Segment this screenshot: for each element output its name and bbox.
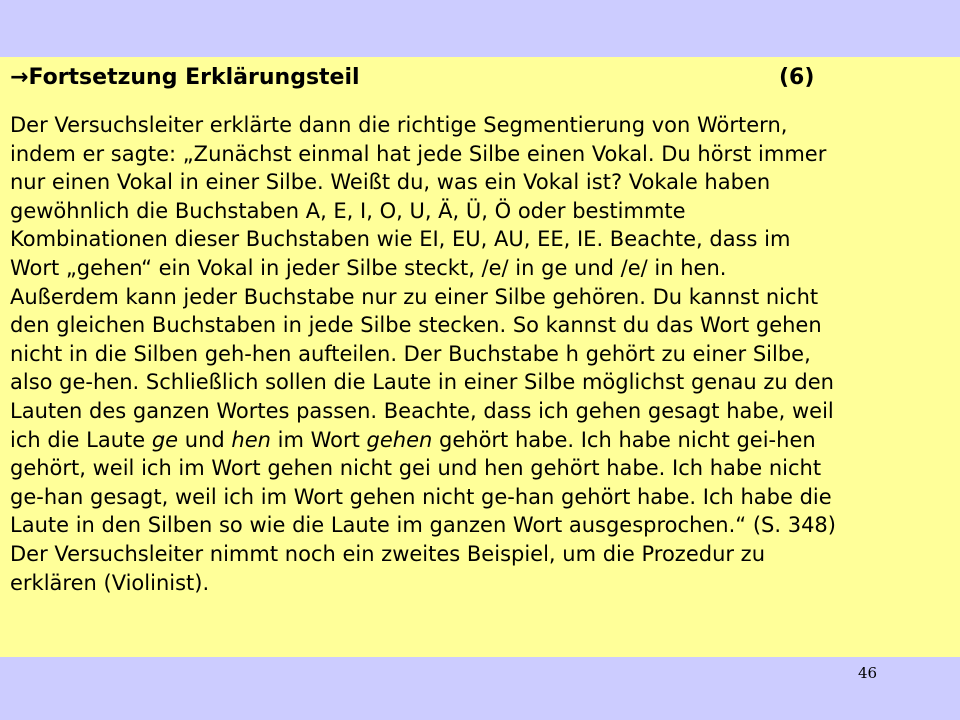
page-number: 46 xyxy=(858,664,878,682)
text-line: Außerdem kann jeder Buchstabe nur zu einer Silbe gehören. Du kannst nicht xyxy=(10,284,819,309)
body-paragraph xyxy=(10,111,955,597)
text-line: Wort „gehen“ ein Vokal in jeder Silbe steckt, /e/ in ge und /e/ in hen. xyxy=(10,255,727,280)
slide-title xyxy=(10,64,360,92)
text-line: Der Versuchsleiter erklärte dann die richtige Segmentierung von Wörtern, xyxy=(10,113,788,137)
text-line: Kombinationen dieser Buchstaben wie EI, EU, AU, EE, IE. Beachte, dass im xyxy=(10,227,791,252)
text-line: ge-han gesagt, weil ich im Wort gehen nicht ge-han gehört habe. Ich habe die xyxy=(10,484,832,509)
italic-word: ge xyxy=(151,427,179,452)
text-line: Lauten des ganzen Wortes passen. Beachte, dass ich gehen gesagt habe, weil xyxy=(10,398,834,423)
text-line: Laute in den Silben so wie die Laute im ganzen Wort ausgesprochen.“ (S. 348) xyxy=(10,513,836,538)
text-line: gewöhnlich die Buchstaben A, E, I, O, U, Ä, Ü, Ö oder bestimmte xyxy=(10,198,686,223)
slide-title-text: Fortsetzung Erklärungsteil xyxy=(28,65,360,90)
text-line: erklären (Violinist). xyxy=(10,570,210,595)
text-line: indem er sagte: „Zunächst einmal hat jede Silbe einen Vokal. Du hörst immer xyxy=(10,141,827,166)
text-line: gehört, weil ich im Wort gehen nicht gei und hen gehört habe. Ich habe nicht xyxy=(10,456,822,481)
text-line: nur einen Vokal in einer Silbe. Weißt du, was ein Vokal ist? Vokale haben xyxy=(10,170,771,195)
text-line: also ge-hen. Schließlich sollen die Laute in einer Silbe möglichst genau zu den xyxy=(10,370,834,395)
text-line: ich die Laute ge und hen im Wort gehen gehört habe. Ich habe nicht gei-hen xyxy=(10,427,816,452)
text-line: den gleichen Buchstaben in jede Silbe stecken. So kannst du das Wort gehen xyxy=(10,313,822,338)
arrow-icon: → xyxy=(10,65,29,90)
italic-word: gehen xyxy=(366,427,433,452)
text-line: nicht in die Silben geh-hen aufteilen. Der Buchstabe h gehört zu einer Silbe, xyxy=(10,341,811,366)
slide-section-number: (6) xyxy=(779,65,815,90)
text-line: Der Versuchsleiter nimmt noch ein zweites Beispiel, um die Prozedur zu xyxy=(10,541,766,566)
italic-word: hen xyxy=(231,427,271,452)
